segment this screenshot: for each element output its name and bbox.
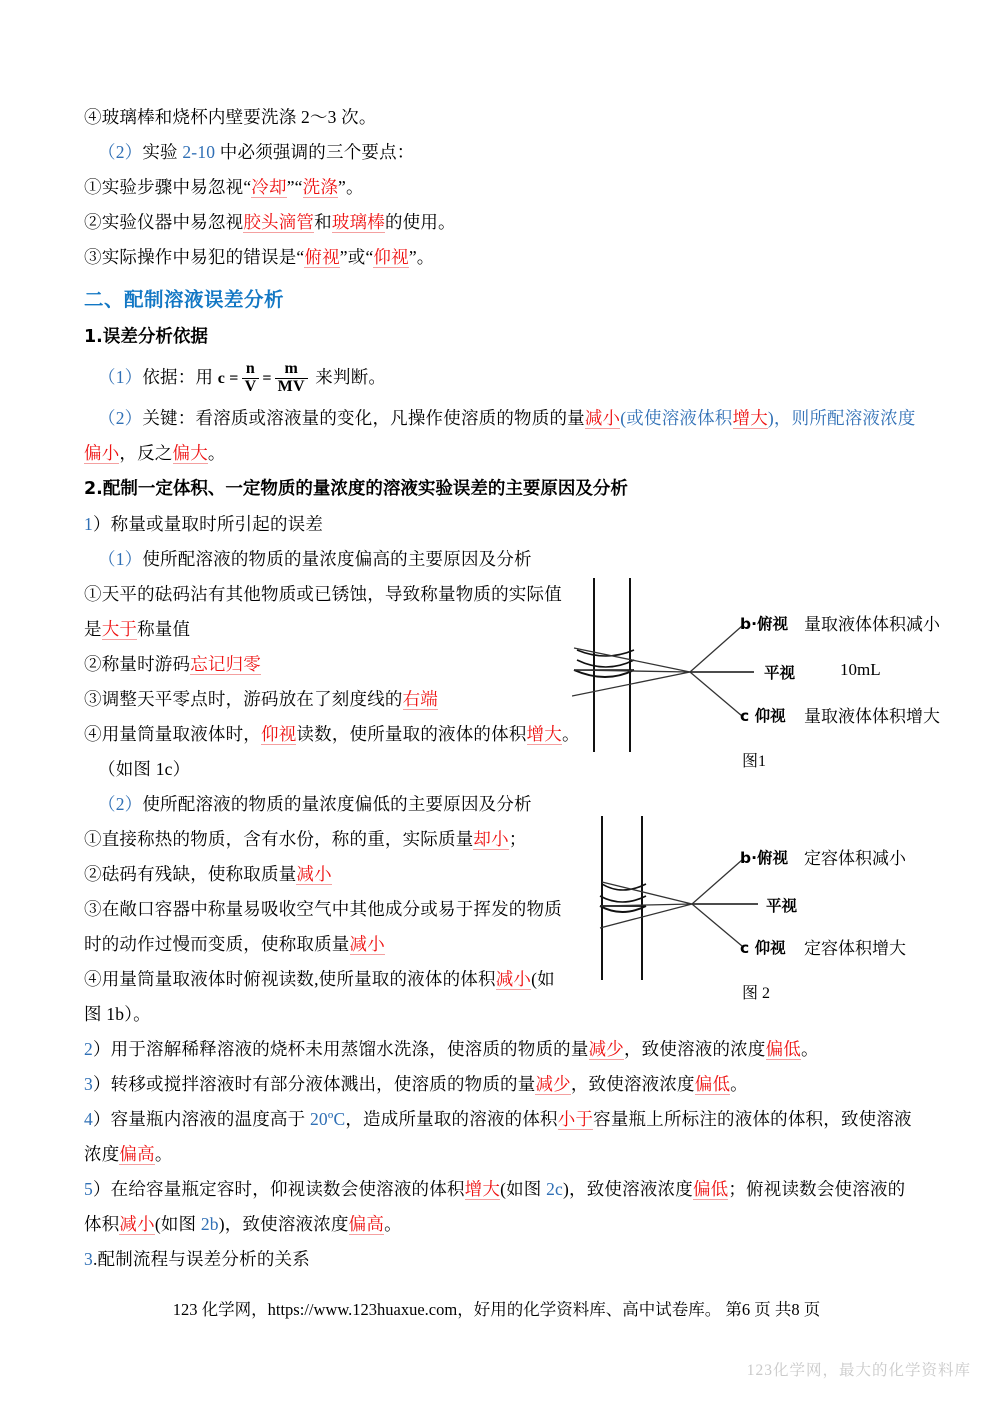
line-text: 实验: [142, 142, 183, 162]
highlight-term: 玻璃棒: [331, 212, 385, 232]
figure-reference: 1b: [106, 1003, 125, 1024]
highlight-term: 小于: [557, 1108, 594, 1129]
line-text: )，致使溶液浓度: [218, 1213, 349, 1234]
highlight-term: 减小: [495, 968, 532, 989]
figure-1-point-c: c: [740, 707, 750, 725]
line-text: ，造成所量取的溶液的体积: [345, 1108, 558, 1129]
line-text: 依据：用: [142, 367, 218, 387]
highlight-term: 增大: [526, 723, 562, 744]
quote-close: ”: [338, 177, 346, 197]
line-text: 实验仪器中易忽视: [101, 212, 244, 232]
text-line: [84, 170, 914, 205]
highlight-term: 减小: [119, 1213, 155, 1234]
line-text: )，则所配溶液浓度: [767, 407, 916, 428]
list-marker: ①: [84, 177, 102, 197]
highlight-term: 仰视: [373, 247, 409, 267]
line-text: ，致使溶液浓度: [570, 1073, 695, 1094]
figure-2-caption: 图 2: [742, 985, 771, 1002]
figure-2-desc-b: 定容体积减小: [804, 849, 906, 868]
text-line: [84, 436, 914, 471]
line-text: (如图: [500, 1178, 547, 1199]
quote-close: ”: [339, 247, 348, 267]
figure-1-label-b: b·俯视: [740, 615, 789, 633]
highlight-term: 减少: [535, 1073, 571, 1094]
text-line: [84, 1242, 914, 1277]
line-text: 称量时游码: [101, 653, 191, 674]
line-text: 和: [314, 212, 332, 232]
list-marker: ②: [84, 863, 102, 884]
inline-number: 2～3: [300, 107, 337, 127]
fraction-numerator: m: [284, 360, 298, 378]
fraction-m-over-mv: [275, 361, 308, 396]
highlight-term: 增大: [732, 407, 768, 428]
line-text: (如图: [154, 1213, 201, 1234]
line-text: ，反之: [119, 442, 173, 463]
figure-2-label-b: b·俯视: [740, 849, 789, 867]
text-line: [84, 1032, 914, 1067]
figure-2-volumetric-flask: [590, 798, 980, 1018]
text-line: [84, 135, 914, 170]
subsection-heading: 1.误差分析依据: [84, 327, 208, 347]
figure-1-desc-c: 量取液体体积增大: [804, 707, 940, 726]
inline-number: 3: [84, 1248, 93, 1269]
section-heading: 二、配制溶液误差分析: [84, 288, 285, 311]
line-text: 关键：看溶质或溶液量的变化，凡操作使溶质的物质的量: [142, 407, 585, 428]
line-text: 用量筒量取液体时俯视读数,使所量取的液体的体积: [101, 968, 496, 989]
line-text: 容量瓶上所标注的液体的体积，致使溶液: [593, 1108, 912, 1129]
line-text: ，致使溶液的浓度: [623, 1038, 766, 1059]
quote-open: “: [294, 177, 303, 197]
list-marker: ③: [84, 688, 102, 709]
line-text: 。: [154, 1143, 173, 1164]
figure-2-desc-c: 定容体积增大: [804, 939, 906, 958]
figure-1-desc-b: 量取液体体积减小: [804, 615, 940, 634]
line-text: 次。: [336, 107, 377, 127]
line-text: ）容量瓶内溶液的温度高于: [92, 1108, 310, 1129]
quote-close: ”: [286, 177, 295, 197]
list-marker: ②: [84, 212, 102, 232]
highlight-term: 偏低: [694, 1073, 731, 1094]
line-text: 浓度: [84, 1143, 120, 1164]
leader-line-c: [690, 672, 742, 716]
list-marker: ④: [84, 723, 102, 744]
text-line: [84, 205, 914, 240]
figure-1-desc-level: 10mL: [840, 660, 881, 679]
leader-line-c: [692, 904, 742, 946]
line-text: 直接称热的物质，含有水份，称的重，实际质量: [101, 828, 474, 849]
text-line: [84, 100, 914, 135]
paren-number: （2）: [98, 407, 143, 428]
line-text: 砝码有残缺，使称取质量: [101, 863, 297, 884]
highlight-term: 大于: [101, 618, 138, 639]
line-text: 使所配溶液的物质的量浓度偏低的主要原因及分析: [142, 793, 532, 814]
line-text: 读数，使所量取的液体的体积: [296, 723, 527, 744]
highlight-term: 偏低: [692, 1178, 729, 1199]
highlight-term: 偏小: [84, 442, 120, 463]
figure-2-view-b: 俯视: [757, 849, 789, 867]
figure-2-label-level: 平视: [766, 897, 798, 915]
inline-number: 2: [84, 1038, 93, 1059]
line-text: 或: [347, 247, 366, 267]
fraction-numerator: n: [245, 360, 256, 378]
paren-number: （2）: [98, 793, 143, 814]
line-text: （如图: [98, 758, 156, 779]
highlight-term: 仰视: [261, 723, 297, 744]
highlight-term: 偏低: [765, 1038, 801, 1059]
meniscus-middle: [600, 896, 646, 902]
line-text: 的使用。: [384, 212, 456, 232]
line-text: 。: [207, 442, 226, 463]
line-text: 天平的砝码沾有其他物质或已锈蚀，导致称量物质的实际值: [101, 583, 562, 604]
line-text: 称量值: [137, 618, 191, 639]
highlight-term: 俯视: [304, 247, 340, 267]
line-text: ）用于溶解稀释溶液的烧杯未用蒸馏水洗涤，使溶质的物质的量: [92, 1038, 589, 1059]
equals-sign: =: [229, 369, 239, 387]
line-text: .配制流程与误差分析的关系: [92, 1248, 310, 1269]
line-text: ）转移或搅拌溶液时有部分液体溅出，使溶质的物质的量: [92, 1073, 536, 1094]
figure-reference: 2c: [546, 1178, 563, 1199]
paren-number: （1）: [98, 548, 143, 569]
leader-line-b: [690, 626, 742, 672]
quote-open: “: [365, 247, 374, 267]
inline-number: 4: [84, 1108, 93, 1129]
quote-open: “: [296, 247, 305, 267]
figure-1-label-c: [740, 704, 786, 726]
inline-number: 1: [84, 513, 93, 534]
figure-1-caption: 图1: [742, 753, 767, 770]
text-line: [84, 401, 914, 436]
quote-open: “: [243, 177, 252, 197]
figure-2-point-b: b: [740, 849, 752, 867]
highlight-term: 洗涤: [302, 177, 339, 197]
highlight-term: 减少: [588, 1038, 624, 1059]
text-line: [84, 1067, 914, 1102]
highlight-term: 减小: [584, 407, 621, 428]
figure-1-label-level: 平视: [764, 664, 796, 682]
line-text: ）: [172, 758, 191, 779]
text-line: [84, 1137, 914, 1172]
highlight-term: 增大: [464, 1178, 501, 1199]
subsection-heading: 2.配制一定体积、一定物质的量浓度的溶液实验误差的主要原因及分析: [84, 478, 628, 499]
list-marker: ④: [84, 968, 102, 989]
list-marker: ②: [84, 653, 102, 674]
paren-number: （2）: [98, 142, 143, 162]
line-text: 在敞口容器中称量易吸收空气中其他成分或易于挥发的物质: [101, 898, 562, 919]
figure-1-view-c: 仰视: [754, 707, 786, 725]
line-text: ；俯视读数会使溶液的: [728, 1178, 906, 1199]
line-text: 玻璃棒和烧杯内壁要洗涤: [101, 107, 301, 127]
highlight-term: 胶头滴管: [243, 212, 315, 232]
line-text: 图: [84, 1003, 107, 1024]
line-text: 。: [561, 723, 580, 744]
line-text: 使所配溶液的物质的量浓度偏高的主要原因及分析: [142, 548, 532, 569]
line-text: (或使溶液体积: [620, 407, 733, 428]
line-text: 。: [384, 1213, 402, 1234]
watermark: 123化学网，最大的化学资料库: [746, 1362, 971, 1379]
line-text: ；: [508, 828, 527, 849]
meniscus-lower: [600, 906, 646, 912]
line-text: (如: [531, 968, 555, 989]
list-marker: ③: [84, 247, 102, 267]
line-text: ）称量或量取时所引起的误差: [92, 513, 324, 534]
figure-2-view-c: 仰视: [754, 939, 786, 957]
highlight-term: 右端: [402, 688, 439, 709]
formula-symbol-c: c: [217, 369, 226, 387]
highlight-term: 减小: [349, 933, 385, 954]
fraction-n-over-v: [242, 361, 260, 396]
figure-reference: 1c: [155, 758, 173, 779]
highlight-term: 冷却: [251, 177, 287, 197]
line-text: 中必须强调的三个要点：: [215, 142, 415, 162]
line-text: 来判断。: [310, 367, 387, 387]
line-text: 用量筒量取液体时，: [101, 723, 262, 744]
text-line: [84, 355, 914, 401]
line-text: ）在给容量瓶定容时，仰视读数会使溶液的体积: [92, 1178, 465, 1199]
text-line: [84, 240, 914, 275]
fraction-denominator: MV: [275, 378, 308, 396]
line-text: 实验步骤中易忽视: [101, 177, 244, 197]
formula-concentration: [218, 357, 311, 401]
figure-reference: 2b: [200, 1213, 219, 1234]
sightline-c-upward: [600, 904, 692, 928]
highlight-term: 偏高: [348, 1213, 385, 1234]
equals-sign: =: [262, 369, 272, 387]
text-line: [84, 1172, 914, 1207]
line-text: 。: [800, 1038, 819, 1059]
inline-number: 5: [84, 1178, 93, 1199]
line-text: 。: [346, 177, 364, 197]
list-marker: ④: [84, 107, 102, 127]
leader-line-b: [692, 860, 742, 904]
paren-number: （1）: [98, 367, 143, 387]
page-footer: 123 化学网，https://www.123huaxue.com，好用的化学资料库、高中试卷库。 第6 页 共8 页: [172, 1300, 821, 1319]
list-marker: ①: [84, 828, 102, 849]
figure-2-point-c: c: [740, 939, 750, 957]
line-text: 体积: [84, 1213, 120, 1234]
inline-number: 3: [84, 1073, 93, 1094]
line-text: 是: [84, 618, 102, 639]
meniscus-middle: [577, 660, 634, 667]
inline-number: 2-10: [182, 142, 216, 162]
highlight-term: 偏大: [172, 442, 208, 463]
figure-1-point-b: b: [740, 615, 752, 633]
list-marker: ③: [84, 898, 102, 919]
text-line: [84, 1102, 914, 1137]
figure-2-label-c: [740, 936, 786, 958]
highlight-term: 偏高: [119, 1143, 155, 1164]
list-marker: ①: [84, 583, 102, 604]
line-text: 调整天平零点时，游码放在了刻度线的: [101, 688, 403, 709]
quote-close: ”: [408, 247, 417, 267]
line-text: 时的动作过慢而变质，使称取质量: [84, 933, 350, 954]
line-text: ）。: [124, 1003, 151, 1024]
line-text: 。: [730, 1073, 748, 1094]
highlight-term: 却小: [473, 828, 509, 849]
line-text: 。: [416, 247, 435, 267]
figure-1-measuring-cylinder: [572, 556, 972, 786]
highlight-term: 忘记归零: [190, 653, 262, 674]
temperature-value: 20ºC: [309, 1108, 346, 1129]
line-text: )，致使溶液浓度: [563, 1178, 693, 1199]
text-line: [84, 507, 914, 542]
line-text: 实际操作中易犯的错误是: [101, 247, 297, 267]
text-line: [84, 1207, 914, 1242]
fraction-denominator: V: [242, 378, 260, 396]
figure-1-view-b: 俯视: [757, 615, 789, 633]
highlight-term: 减小: [296, 863, 332, 884]
